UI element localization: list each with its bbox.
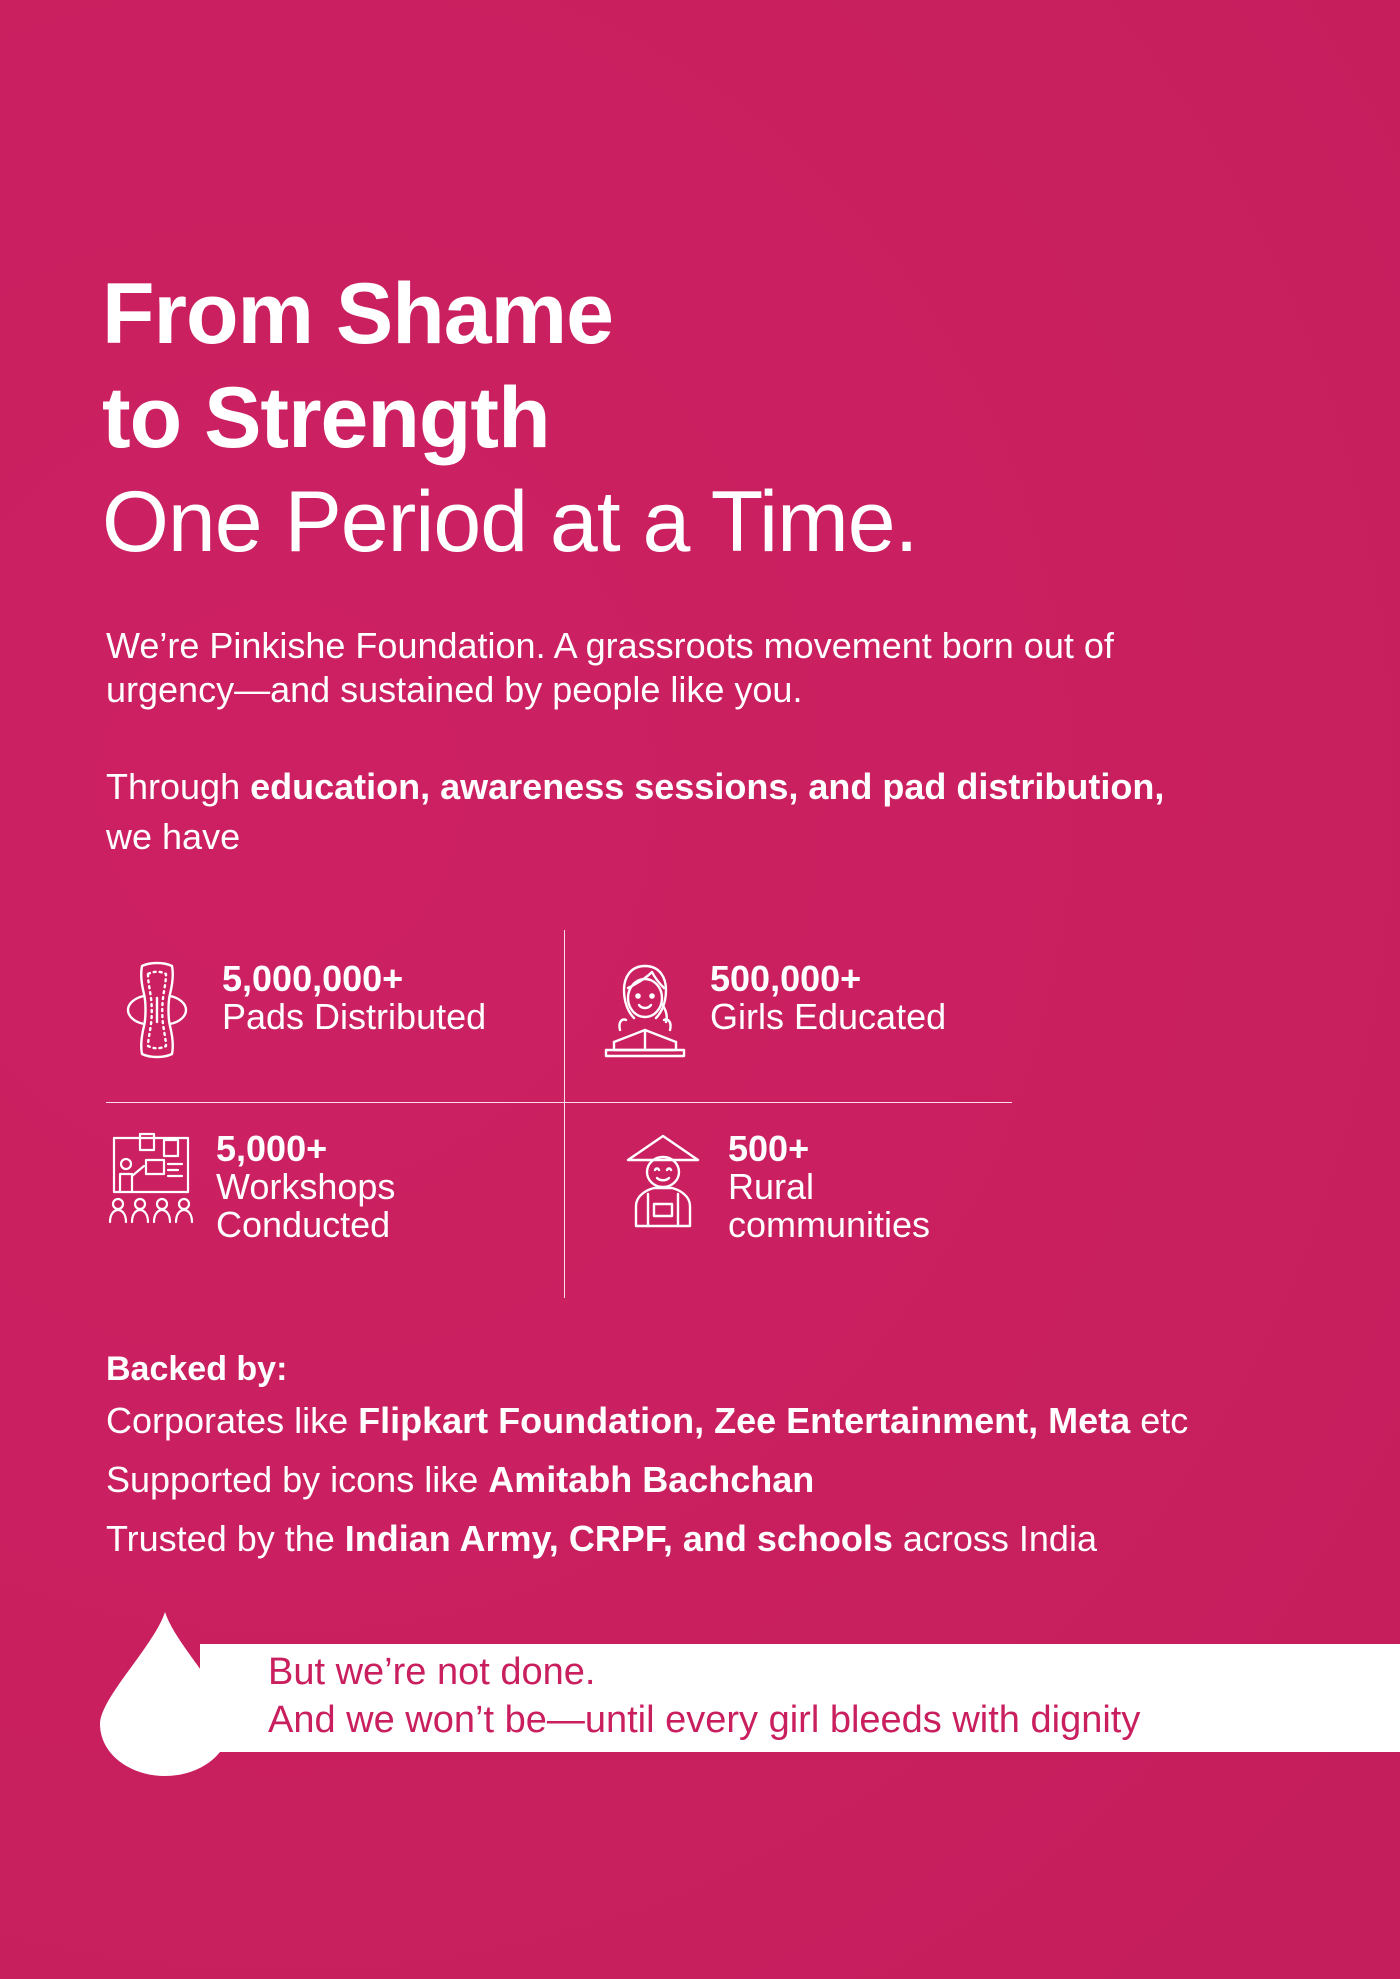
backed-trusted	[106, 1518, 1097, 1560]
through-paragraph	[106, 762, 1226, 862]
stat-pads	[112, 960, 486, 1060]
stat-rural-text	[728, 1130, 930, 1244]
girl-reading-icon	[600, 960, 690, 1060]
banner-text	[268, 1648, 1140, 1744]
headline-line-3: One Period at a Time.	[102, 474, 918, 570]
headline-line-1: From Shame	[102, 266, 613, 362]
backed-corporates	[106, 1400, 1188, 1442]
backed-icons-prefix: Supported by icons like	[106, 1459, 489, 1500]
stat-pads-number: 5,000,000+	[222, 958, 404, 999]
through-suffix: we have	[106, 816, 241, 857]
through-prefix: Through	[106, 766, 251, 807]
through-bold: education, awareness sessions, and pad distribution,	[250, 766, 1165, 807]
stat-workshops-label-1: Workshops	[216, 1166, 396, 1207]
stats-grid	[106, 930, 1012, 1298]
stat-workshops-label-2: Conducted	[216, 1204, 391, 1245]
intro-paragraph: We’re Pinkishe Foundation. A grassroots movement born out of urgency—and sustained by people like you.	[106, 625, 1114, 710]
stat-rural	[618, 1130, 930, 1244]
stat-rural-label-2: communities	[728, 1204, 931, 1245]
stat-pads-label: Pads Distributed	[222, 996, 487, 1037]
backed-heading: Backed by:	[106, 1350, 288, 1388]
backed-corporates-suffix: etc	[1130, 1400, 1189, 1441]
stat-girls	[600, 960, 946, 1060]
stat-pads-text	[222, 960, 486, 1036]
headline-line-2: to Strength	[102, 370, 550, 466]
stat-rural-number: 500+	[728, 1128, 810, 1169]
banner-line-1: But we’re not done.	[268, 1651, 596, 1693]
backed-trusted-suffix: across India	[892, 1518, 1097, 1559]
backed-icons	[106, 1459, 814, 1501]
stat-girls-number: 500,000+	[710, 958, 862, 999]
sanitary-pad-icon	[112, 960, 202, 1060]
backed-icons-names: Amitabh Bachchan	[488, 1459, 815, 1500]
stat-girls-text	[710, 960, 946, 1036]
backed-trusted-names: Indian Army, CRPF, and schools	[344, 1518, 893, 1559]
banner-line-2: And we won’t be—until every girl bleeds with dignity	[268, 1699, 1141, 1741]
stat-workshops	[106, 1130, 395, 1244]
stat-workshops-text	[216, 1130, 395, 1244]
workshop-icon	[106, 1130, 196, 1230]
stats-divider-horizontal	[106, 1102, 1012, 1103]
stat-girls-label: Girls Educated	[710, 996, 947, 1037]
backed-corporates-prefix: Corporates like	[106, 1400, 359, 1441]
headline	[102, 262, 918, 574]
backed-trusted-prefix: Trusted by the	[106, 1518, 345, 1559]
stat-rural-label-1: Rural	[728, 1166, 815, 1207]
rural-person-icon	[618, 1130, 708, 1230]
stats-divider-vertical	[564, 930, 565, 1298]
backed-corporates-names: Flipkart Foundation, Zee Entertainment, Meta	[358, 1400, 1131, 1441]
blood-drop-icon	[100, 1612, 230, 1776]
stat-workshops-number: 5,000+	[216, 1128, 328, 1169]
